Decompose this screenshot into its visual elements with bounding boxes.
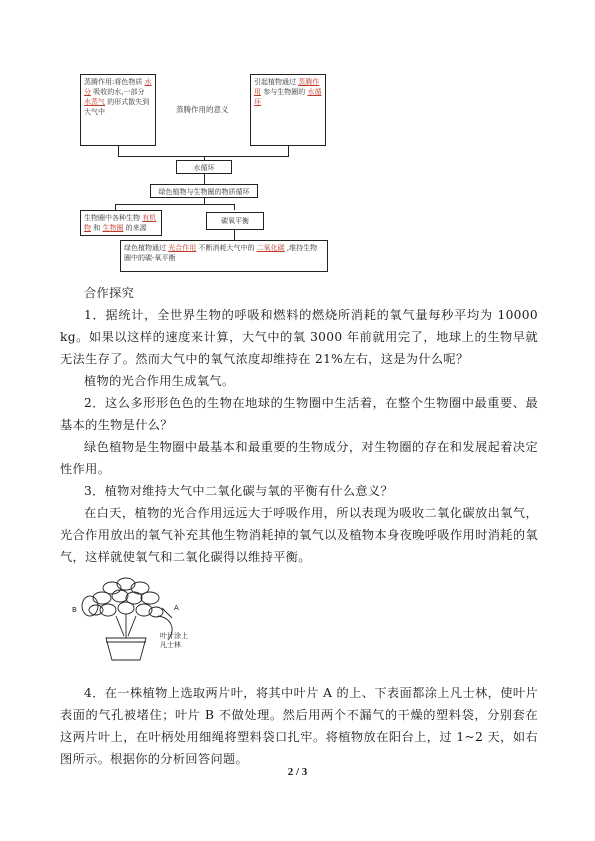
answer-3: 在白天，植物的光合作用远远大于呼吸作用，所以表现为吸收二氧化碳放出氧气，光合作用放出的氧气补充其他生物消耗掉的氧气以及植物本身夜晚呼吸作用时消耗的氧气，这样就使氧气和二氧化碳得以维持平衡。 — [60, 506, 538, 564]
box-text: ,维持生物圈中的碳-氧平衡 — [124, 244, 318, 262]
question-4: 4．在一株植物上选取两片叶，将其中叶片 A 的上、下表面都涂上凡士林，使叶片表面的气孔被堵住；叶片 B 不做处理。然后用两个不漏气的干燥的塑料袋，分别套在这两片叶上，在叶柄处用细绳将塑料袋口扎牢。将植物放在阳台上，过 1~2 天，如右图所示。根据你的分析回答问题。 — [60, 686, 538, 766]
diagram-label-significance: 蒸腾作用的意义 — [176, 105, 229, 114]
box-text: 和 — [91, 224, 103, 232]
box-highlight: 水分 — [84, 78, 152, 96]
connector-line — [288, 146, 289, 156]
diagram-box-photosynthesis — [120, 240, 328, 272]
box-text: 的来源 — [123, 224, 147, 232]
box-highlight: 二氧化碳 — [256, 244, 285, 252]
question-3: 3．植物对维持大气中二氧化碳与氧的平衡有什么意义？ — [84, 484, 394, 498]
box-text: 参与生物圈的 — [261, 88, 308, 96]
box-highlight: 生物圈 — [102, 224, 124, 232]
box-highlight: 有机物 — [84, 214, 157, 232]
box-highlight: 水蒸气 — [84, 98, 105, 106]
box-highlight: 水循环 — [254, 88, 322, 106]
connector-line — [118, 146, 119, 156]
box-text: 绿色植物通过 — [124, 244, 169, 252]
connector-line — [234, 230, 235, 240]
page-number: 2 / 3 — [287, 766, 308, 778]
box-text: 生物圈中各种生物 — [84, 214, 143, 222]
box-text: 吸收的水,一部分 — [91, 88, 145, 96]
box-text: 引起植物通过 — [254, 78, 299, 86]
diagram-box-carbon-oxygen: 碳氧平衡 — [206, 212, 264, 230]
connector-line — [234, 204, 235, 210]
box-highlight: 光合作用 — [168, 244, 197, 252]
box-highlight: 蒸腾作用 — [254, 78, 320, 96]
figure-caption: 叶片涂上凡士林 — [160, 632, 188, 649]
box-text: 不断消耗大气中的 — [196, 244, 257, 252]
plant-figure — [72, 570, 192, 664]
section-title: 合作探究 — [84, 286, 135, 300]
answer-2: 绿色植物是生物圈中最基本和最重要的生物成分，对生物圈的存在和发展起着决定性作用。 — [60, 440, 538, 476]
leaf-label-b: B — [72, 606, 77, 614]
question-1: 1．据统计，全世界生物的呼吸和燃料的燃烧所消耗的氧气量每秒平均为 10000 kg。如果以这样的速度来计算，大气中的氧 3000 年前就用完了，地球上的生物早就无法生存了。然而大气中的氧气浓度却维持在 21%左右，这是为什么呢？ — [60, 308, 538, 366]
question-2: 2．这么多形形色色的生物在地球的生物圈中生活着，在整个生物圈中最重要、最基本的生物是什么？ — [60, 396, 538, 432]
box-text: 的形式散失到大气中 — [84, 98, 150, 116]
answer-1: 植物的光合作用生成氧气。 — [84, 374, 235, 388]
diagram-box-organic-matter — [80, 210, 162, 236]
diagram-box-material-cycle: 绿色植物与生物圈的物质循环 — [150, 184, 258, 198]
connector-line — [204, 174, 205, 184]
diagram-box-water-cycle-role — [250, 74, 326, 146]
connector-line — [115, 204, 235, 205]
diagram-box-water-cycle: 水循环 — [176, 160, 232, 174]
leaf-label-a: A — [174, 604, 179, 612]
box-text: 蒸腾作用:将色物质 — [84, 78, 145, 86]
diagram-box-transpiration — [80, 74, 156, 146]
